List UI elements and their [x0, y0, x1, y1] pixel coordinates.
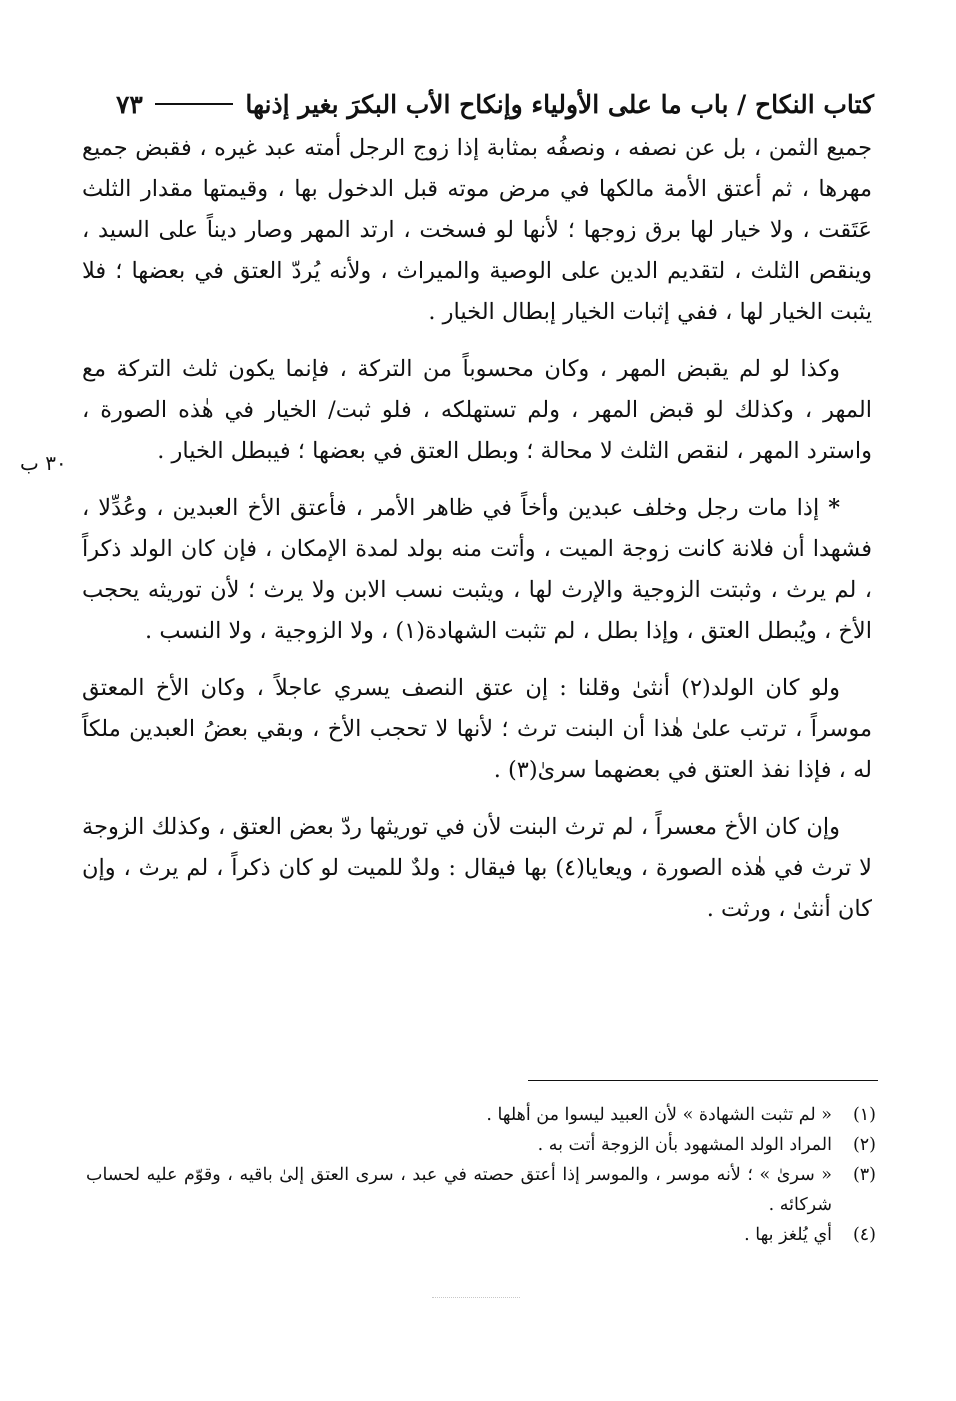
- running-header: [84, 84, 874, 124]
- footnote-number: (٣): [852, 1165, 876, 1185]
- main-text: [82, 128, 872, 946]
- footnote-3: [86, 1160, 876, 1220]
- paragraph-4: ولو كان الولد(٢) أنثىٰ وقلنا : إن عتق النصف يسري عاجلاً ، وكان الأخ المعتق موسراً ، ترتب علىٰ هٰذا أن البنت ترث ؛ لأنها لا تحجب الأخ ، وبقي بعضُ العبدين ملكاً له ، فإذا نفذ العتق في بعضهما سرىٰ(٣) .: [82, 675, 872, 783]
- chapter-title: كتاب النكاح / باب ما على الأولياء وإنكاح الأب البكرَ بغير إذنها: [245, 89, 874, 119]
- footnote-text: « لم تثبت الشهادة » لأن العبيد ليسوا من أهلها .: [486, 1105, 832, 1125]
- footnote-text: أي يُلغز بها .: [744, 1225, 832, 1245]
- footnote-number: (٤): [852, 1225, 876, 1245]
- paragraph-3: [82, 488, 872, 652]
- footnote-text: المراد الولد المشهود بأن الزوجة أتت به .: [537, 1135, 832, 1155]
- footnote-4: [86, 1220, 876, 1250]
- footnote-text: « سرىٰ » ؛ لأنه موسر ، والموسر إذا أعتق حصته في عبد ، سرى العتق إلىٰ باقيه ، وقوّم عليه لحساب شركائه .: [86, 1165, 832, 1215]
- paragraph-2: وكذا لو لم يقبض المهر ، وكان محسوباً من التركة ، فإنما يكون ثلث التركة مع المهر ، وكذلك لو قبض المهر ، ولم تستهلكه ، فلو ثبت/ الخيار في هٰذه الصورة ، واسترد المهر ، لنقص الثلث لا محالة ؛ وبطل العتق في بعضها ؛ فيبطل الخيار .: [82, 356, 872, 464]
- footnote-number: (١): [852, 1105, 876, 1125]
- scan-artifact-line: [432, 1297, 520, 1298]
- footnote-separator: [528, 1080, 878, 1081]
- paragraph-5: وإن كان الأخ معسراً ، لم ترث البنت لأن في توريثها ردّ بعض العتق ، وكذلك الزوجة لا ترث في هٰذه الصورة ، ويعايا(٤) بها فيقال : ولدٌ للميت لو كان ذكراً ، لم يرث ، وإن كان أنثىٰ ، ورثت .: [82, 814, 873, 922]
- page-number: ٧٣: [116, 89, 143, 119]
- header-rule: [155, 103, 234, 105]
- footnotes: [86, 1100, 876, 1250]
- paragraph-1: جميع الثمن ، بل عن نصفه ، ونصفُه بمثابة إذا زوج الرجل أمته عبد غيره ، فقبض جميع مهرها ، ثم أعتق الأمة مالكها في مرض موته قبل الدخول بها ، وقيمتها مقدار الثلث عَتَقت ، ولا خيار لها برق زوجها ؛ لأنها لو فسخت ، ارتد المهر وصار ديناً على السيد ، وينقص الثلث ، لتقديم الدين على الوصية والميراث ، ولأنه يُردّ العتق في بعضها ؛ فلا يثبت الخيار لها ، ففي إثبات الخيار إبطال الخيار .: [82, 135, 872, 325]
- footnote-1: [86, 1100, 876, 1130]
- manuscript-folio-marker: ٣٠ ب: [20, 451, 67, 475]
- footnote-number: (٢): [852, 1135, 876, 1155]
- footnote-2: [86, 1130, 876, 1160]
- section-star-marker: *: [828, 495, 840, 521]
- paragraph-3-text: إذا مات رجل وخلف عبدين وأخاً في ظاهر الأمر ، فأعتق الأخ العبدين ، وعُدِّلا ، فشهدا أن فلانة كانت زوجة الميت ، وأتت منه بولد لمدة الإمكان ، فإن كان الولد ذكراً ، لم يرث ، وثبتت الزوجية والإرث لها ، ويثبت نسب الابن ولا يرث ؛ لأن توريثه يحجب الأخ ، ويُبطل العتق ، وإذا بطل ، لم تثبت الشهادة(١) ، ولا الزوجية ، ولا النسب .: [82, 495, 872, 644]
